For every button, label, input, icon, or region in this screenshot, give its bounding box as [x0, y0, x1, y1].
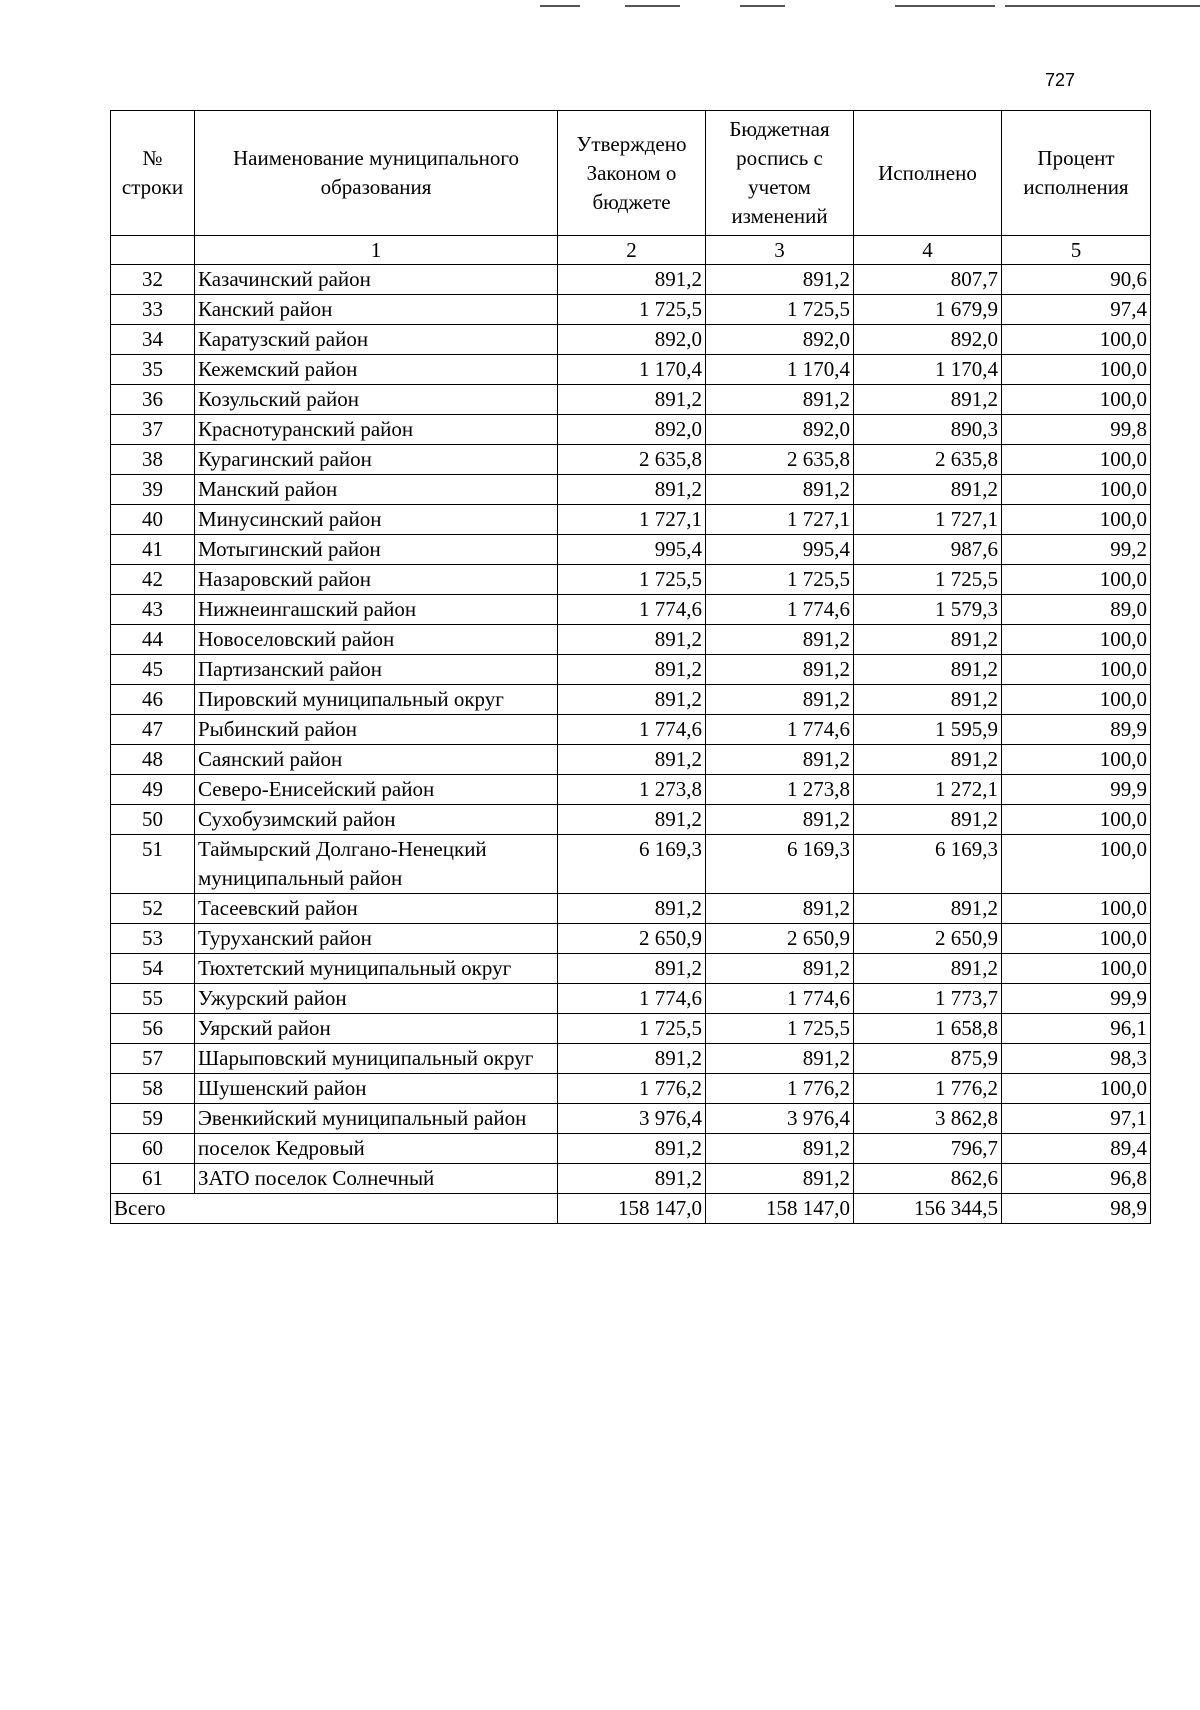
budget-list-value: 891,2 [706, 805, 854, 835]
budget-list-value: 1 170,4 [706, 355, 854, 385]
total-approved: 158 147,0 [558, 1194, 706, 1224]
percent-value: 100,0 [1002, 954, 1151, 984]
municipality-name: Тасеевский район [195, 894, 558, 924]
municipality-name: Минусинский район [195, 505, 558, 535]
total-percent: 98,9 [1002, 1194, 1151, 1224]
approved-value: 891,2 [558, 265, 706, 295]
row-number: 40 [111, 505, 195, 535]
executed-value: 987,6 [854, 535, 1002, 565]
row-number: 46 [111, 685, 195, 715]
table-row [111, 1044, 1151, 1074]
approved-value: 891,2 [558, 385, 706, 415]
executed-value: 1 579,3 [854, 595, 1002, 625]
executed-value: 1 725,5 [854, 565, 1002, 595]
column-number: 2 [558, 236, 706, 265]
approved-value: 891,2 [558, 805, 706, 835]
table-row [111, 655, 1151, 685]
approved-value: 891,2 [558, 1134, 706, 1164]
budget-list-value: 891,2 [706, 1134, 854, 1164]
approved-value: 891,2 [558, 625, 706, 655]
municipality-name: Тюхтетский муниципальный округ [195, 954, 558, 984]
column-number: 3 [706, 236, 854, 265]
municipality-name: Партизанский район [195, 655, 558, 685]
percent-value: 100,0 [1002, 835, 1151, 894]
row-number: 58 [111, 1074, 195, 1104]
approved-value: 891,2 [558, 475, 706, 505]
budget-execution-table [110, 110, 1151, 1224]
percent-value: 99,9 [1002, 775, 1151, 805]
table-row [111, 805, 1151, 835]
municipality-name: Уярский район [195, 1014, 558, 1044]
row-number: 37 [111, 415, 195, 445]
municipality-name: ЗАТО поселок Солнечный [195, 1164, 558, 1194]
approved-value: 891,2 [558, 1164, 706, 1194]
percent-value: 100,0 [1002, 655, 1151, 685]
percent-value: 100,0 [1002, 625, 1151, 655]
executed-value: 807,7 [854, 265, 1002, 295]
percent-value: 100,0 [1002, 355, 1151, 385]
approved-value: 891,2 [558, 745, 706, 775]
budget-list-value: 891,2 [706, 1164, 854, 1194]
budget-list-value: 891,2 [706, 954, 854, 984]
row-number: 41 [111, 535, 195, 565]
approved-value: 1 725,5 [558, 565, 706, 595]
row-number: 32 [111, 265, 195, 295]
approved-value: 891,2 [558, 655, 706, 685]
approved-value: 1 774,6 [558, 984, 706, 1014]
row-number: 48 [111, 745, 195, 775]
executed-value: 6 169,3 [854, 835, 1002, 894]
municipality-name: Таймырский Долгано-Ненецкий муниципальный район [195, 835, 558, 894]
percent-value: 100,0 [1002, 565, 1151, 595]
percent-value: 99,2 [1002, 535, 1151, 565]
table-row [111, 685, 1151, 715]
table-row [111, 265, 1151, 295]
percent-value: 100,0 [1002, 325, 1151, 355]
row-number: 52 [111, 894, 195, 924]
budget-list-value: 1 725,5 [706, 565, 854, 595]
row-number: 44 [111, 625, 195, 655]
budget-list-value: 891,2 [706, 475, 854, 505]
executed-value: 2 650,9 [854, 924, 1002, 954]
approved-value: 995,4 [558, 535, 706, 565]
executed-value: 891,2 [854, 745, 1002, 775]
executed-value: 891,2 [854, 894, 1002, 924]
total-label: Всего [111, 1194, 558, 1224]
percent-value: 100,0 [1002, 1074, 1151, 1104]
table-row [111, 954, 1151, 984]
executed-value: 1 679,9 [854, 295, 1002, 325]
budget-list-value: 3 976,4 [706, 1104, 854, 1134]
approved-value: 891,2 [558, 1044, 706, 1074]
municipality-name: Шарыповский муниципальный округ [195, 1044, 558, 1074]
table-row [111, 415, 1151, 445]
executed-value: 1 272,1 [854, 775, 1002, 805]
total-row [111, 1194, 1151, 1224]
total-budget-list: 158 147,0 [706, 1194, 854, 1224]
row-number: 56 [111, 1014, 195, 1044]
row-number: 39 [111, 475, 195, 505]
table-row [111, 595, 1151, 625]
percent-value: 89,0 [1002, 595, 1151, 625]
header-row [111, 111, 1151, 236]
approved-value: 1 273,8 [558, 775, 706, 805]
budget-list-value: 1 273,8 [706, 775, 854, 805]
percent-value: 98,3 [1002, 1044, 1151, 1074]
executed-value: 3 862,8 [854, 1104, 1002, 1134]
municipality-name: Саянский район [195, 745, 558, 775]
budget-list-value: 1 774,6 [706, 984, 854, 1014]
table-row [111, 325, 1151, 355]
approved-value: 892,0 [558, 415, 706, 445]
row-number: 54 [111, 954, 195, 984]
table-row [111, 475, 1151, 505]
executed-value: 891,2 [854, 475, 1002, 505]
executed-value: 891,2 [854, 954, 1002, 984]
municipality-name: Пировский муниципальный округ [195, 685, 558, 715]
total-executed: 156 344,5 [854, 1194, 1002, 1224]
scan-artifact-lines [0, 0, 1200, 14]
executed-value: 891,2 [854, 385, 1002, 415]
municipality-name: Канский район [195, 295, 558, 325]
percent-value: 100,0 [1002, 385, 1151, 415]
percent-value: 100,0 [1002, 894, 1151, 924]
table-row [111, 535, 1151, 565]
header-executed: Исполнено [854, 111, 1002, 236]
executed-value: 875,9 [854, 1044, 1002, 1074]
table-row [111, 1164, 1151, 1194]
percent-value: 100,0 [1002, 924, 1151, 954]
table-row [111, 984, 1151, 1014]
header-row-number: № строки [111, 111, 195, 236]
approved-value: 892,0 [558, 325, 706, 355]
percent-value: 100,0 [1002, 685, 1151, 715]
table-row [111, 835, 1151, 894]
budget-list-value: 891,2 [706, 265, 854, 295]
row-number: 45 [111, 655, 195, 685]
table-row [111, 775, 1151, 805]
column-number: 5 [1002, 236, 1151, 265]
municipality-name: Краснотуранский район [195, 415, 558, 445]
row-number: 49 [111, 775, 195, 805]
column-number-row [111, 236, 1151, 265]
header-execution-percent: Процент исполнения [1002, 111, 1151, 236]
executed-value: 891,2 [854, 655, 1002, 685]
row-number: 55 [111, 984, 195, 1014]
executed-value: 891,2 [854, 685, 1002, 715]
executed-value: 1 773,7 [854, 984, 1002, 1014]
budget-list-value: 891,2 [706, 894, 854, 924]
executed-value: 1 170,4 [854, 355, 1002, 385]
percent-value: 89,4 [1002, 1134, 1151, 1164]
executed-value: 1 727,1 [854, 505, 1002, 535]
budget-list-value: 995,4 [706, 535, 854, 565]
municipality-name: Туруханский район [195, 924, 558, 954]
percent-value: 100,0 [1002, 805, 1151, 835]
municipality-name: Эвенкийский муниципальный район [195, 1104, 558, 1134]
percent-value: 100,0 [1002, 445, 1151, 475]
executed-value: 891,2 [854, 805, 1002, 835]
row-number: 38 [111, 445, 195, 475]
executed-value: 892,0 [854, 325, 1002, 355]
row-number: 60 [111, 1134, 195, 1164]
table-row [111, 745, 1151, 775]
executed-value: 891,2 [854, 625, 1002, 655]
executed-value: 1 658,8 [854, 1014, 1002, 1044]
municipality-name: Кежемский район [195, 355, 558, 385]
budget-list-value: 891,2 [706, 655, 854, 685]
table-row [111, 565, 1151, 595]
municipality-name: Мотыгинский район [195, 535, 558, 565]
municipality-name: Нижнеингашский район [195, 595, 558, 625]
municipality-name: поселок Кедровый [195, 1134, 558, 1164]
table-row [111, 355, 1151, 385]
row-number: 36 [111, 385, 195, 415]
table-row [111, 1134, 1151, 1164]
approved-value: 2 650,9 [558, 924, 706, 954]
percent-value: 90,6 [1002, 265, 1151, 295]
approved-value: 891,2 [558, 894, 706, 924]
approved-value: 2 635,8 [558, 445, 706, 475]
row-number: 50 [111, 805, 195, 835]
percent-value: 96,8 [1002, 1164, 1151, 1194]
approved-value: 1 170,4 [558, 355, 706, 385]
approved-value: 1 774,6 [558, 715, 706, 745]
budget-list-value: 892,0 [706, 415, 854, 445]
approved-value: 1 774,6 [558, 595, 706, 625]
percent-value: 100,0 [1002, 475, 1151, 505]
table-row [111, 1014, 1151, 1044]
municipality-name: Сухобузимский район [195, 805, 558, 835]
budget-list-value: 1 725,5 [706, 1014, 854, 1044]
budget-list-value: 2 650,9 [706, 924, 854, 954]
row-number: 59 [111, 1104, 195, 1134]
row-number: 42 [111, 565, 195, 595]
municipality-name: Новоселовский район [195, 625, 558, 655]
budget-list-value: 2 635,8 [706, 445, 854, 475]
approved-value: 891,2 [558, 685, 706, 715]
budget-list-value: 891,2 [706, 1044, 854, 1074]
percent-value: 99,8 [1002, 415, 1151, 445]
budget-list-value: 891,2 [706, 385, 854, 415]
approved-value: 1 776,2 [558, 1074, 706, 1104]
budget-list-value: 891,2 [706, 625, 854, 655]
executed-value: 1 595,9 [854, 715, 1002, 745]
table-row [111, 445, 1151, 475]
municipality-name: Назаровский район [195, 565, 558, 595]
row-number: 34 [111, 325, 195, 355]
municipality-name: Ужурский район [195, 984, 558, 1014]
table-row [111, 715, 1151, 745]
row-number: 53 [111, 924, 195, 954]
approved-value: 1 725,5 [558, 1014, 706, 1044]
table-row [111, 505, 1151, 535]
table-row [111, 924, 1151, 954]
table-row [111, 385, 1151, 415]
row-number: 43 [111, 595, 195, 625]
table-row [111, 295, 1151, 325]
percent-value: 99,9 [1002, 984, 1151, 1014]
municipality-name: Курагинский район [195, 445, 558, 475]
budget-list-value: 892,0 [706, 325, 854, 355]
approved-value: 1 727,1 [558, 505, 706, 535]
executed-value: 796,7 [854, 1134, 1002, 1164]
column-number [111, 236, 195, 265]
row-number: 51 [111, 835, 195, 894]
municipality-name: Каратузский район [195, 325, 558, 355]
row-number: 33 [111, 295, 195, 325]
municipality-name: Шушенский район [195, 1074, 558, 1104]
percent-value: 97,1 [1002, 1104, 1151, 1134]
budget-list-value: 1 774,6 [706, 715, 854, 745]
row-number: 61 [111, 1164, 195, 1194]
column-number: 4 [854, 236, 1002, 265]
budget-list-value: 6 169,3 [706, 835, 854, 894]
budget-list-value: 1 774,6 [706, 595, 854, 625]
header-approved-by-law: Утверждено Законом о бюджете [558, 111, 706, 236]
approved-value: 3 976,4 [558, 1104, 706, 1134]
percent-value: 97,4 [1002, 295, 1151, 325]
approved-value: 6 169,3 [558, 835, 706, 894]
percent-value: 96,1 [1002, 1014, 1151, 1044]
row-number: 35 [111, 355, 195, 385]
column-number: 1 [195, 236, 558, 265]
approved-value: 1 725,5 [558, 295, 706, 325]
header-budget-list: Бюджетная роспись с учетом изменений [706, 111, 854, 236]
budget-list-value: 891,2 [706, 685, 854, 715]
table-body [111, 265, 1151, 1194]
percent-value: 100,0 [1002, 745, 1151, 775]
executed-value: 2 635,8 [854, 445, 1002, 475]
budget-list-value: 891,2 [706, 745, 854, 775]
percent-value: 89,9 [1002, 715, 1151, 745]
approved-value: 891,2 [558, 954, 706, 984]
executed-value: 890,3 [854, 415, 1002, 445]
budget-list-value: 1 727,1 [706, 505, 854, 535]
municipality-name: Северо-Енисейский район [195, 775, 558, 805]
executed-value: 862,6 [854, 1164, 1002, 1194]
table-row [111, 894, 1151, 924]
page-number: 727 [1045, 70, 1076, 90]
row-number: 57 [111, 1044, 195, 1074]
budget-list-value: 1 776,2 [706, 1074, 854, 1104]
percent-value: 100,0 [1002, 505, 1151, 535]
table-row [111, 1104, 1151, 1134]
municipality-name: Манский район [195, 475, 558, 505]
table-row [111, 1074, 1151, 1104]
municipality-name: Козульский район [195, 385, 558, 415]
municipality-name: Рыбинский район [195, 715, 558, 745]
budget-list-value: 1 725,5 [706, 295, 854, 325]
row-number: 47 [111, 715, 195, 745]
table-row [111, 625, 1151, 655]
executed-value: 1 776,2 [854, 1074, 1002, 1104]
header-municipality-name: Наименование муниципального образования [195, 111, 558, 236]
municipality-name: Казачинский район [195, 265, 558, 295]
